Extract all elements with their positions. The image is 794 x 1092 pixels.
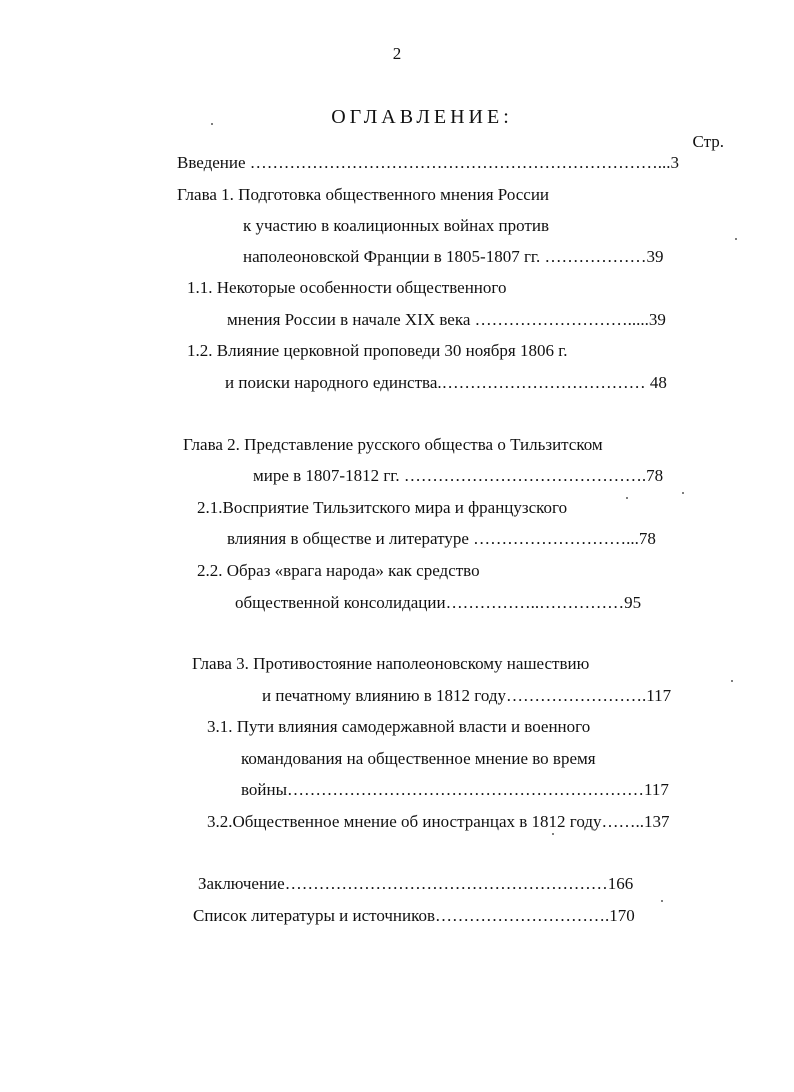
scan-speck (211, 123, 213, 125)
toc-entry-bibliography: Список литературы и источников………………………….170 (193, 906, 635, 925)
toc-entry-section-2-1-line-2: влияния в обществе и литературе ………………………...78 (227, 529, 656, 548)
scan-speck (661, 900, 663, 902)
toc-entry-section-2-2-line-2: общественной консолидации……………..……………95 (235, 593, 642, 612)
toc-entry-section-3-1-line-3: войны………………………………………………………117 (241, 780, 669, 799)
toc-entry-chapter-1-line-1: Глава 1. Подготовка общественного мнения России (177, 185, 550, 204)
toc-entry-chapter-3-line-2: и печатному влиянию в 1812 году…………………….117 (262, 686, 672, 705)
toc-entry-conclusion: Заключение…………………………………………………166 (198, 874, 634, 893)
toc-entry-section-1-1-line-1: 1.1. Некоторые особенности общественного (187, 278, 507, 297)
scan-speck (735, 238, 737, 240)
toc-entry-section-3-1-line-1: 3.1. Пути влияния самодержавной власти и военного (207, 717, 591, 736)
toc-entry-chapter-1-line-2: к участию в коалиционных войнах против (243, 216, 549, 235)
scan-speck (552, 833, 554, 835)
toc-entry-chapter-2-line-1: Глава 2. Представление русского общества о Тильзитском (183, 435, 603, 454)
toc-entry-section-2-2-line-1: 2.2. Образ «врага народа» как средство (197, 561, 480, 580)
toc-entry-section-1-1-line-2: мнения России в начале XIX века ……………………….....39 (227, 310, 666, 329)
page-number: 2 (392, 44, 402, 63)
page-column-header: Стр. (692, 132, 724, 151)
toc-entry-section-3-1-line-2: командования на общественное мнение во время (241, 749, 596, 768)
toc-entry-section-1-2-line-2: и поиски народного единства.……………………………… 48 (225, 373, 667, 392)
toc-entry-section-1-2-line-1: 1.2. Влияние церковной проповеди 30 ноября 1806 г. (187, 341, 568, 360)
toc-entry-chapter-2-line-2: мире в 1807-1812 гг. …………………………………….78 (253, 466, 664, 485)
scan-speck (682, 492, 684, 494)
toc-entry-chapter-3-line-1: Глава 3. Противостояние наполеоновскому нашествию (192, 654, 590, 673)
toc-entry-introduction: Введение ………………………………………………………………...3 (177, 153, 680, 172)
toc-entry-section-3-2: 3.2.Общественное мнение об иностранцах в 1812 году……..137 (207, 812, 670, 831)
toc-title: ОГЛАВЛЕНИЕ: (331, 106, 513, 128)
scan-speck (626, 497, 628, 499)
scan-speck (731, 680, 733, 682)
toc-entry-section-2-1-line-1: 2.1.Восприятие Тильзитского мира и французского (197, 498, 568, 517)
toc-entry-chapter-1-line-3: наполеоновской Франции в 1805-1807 гг. ………………39 (243, 247, 664, 266)
